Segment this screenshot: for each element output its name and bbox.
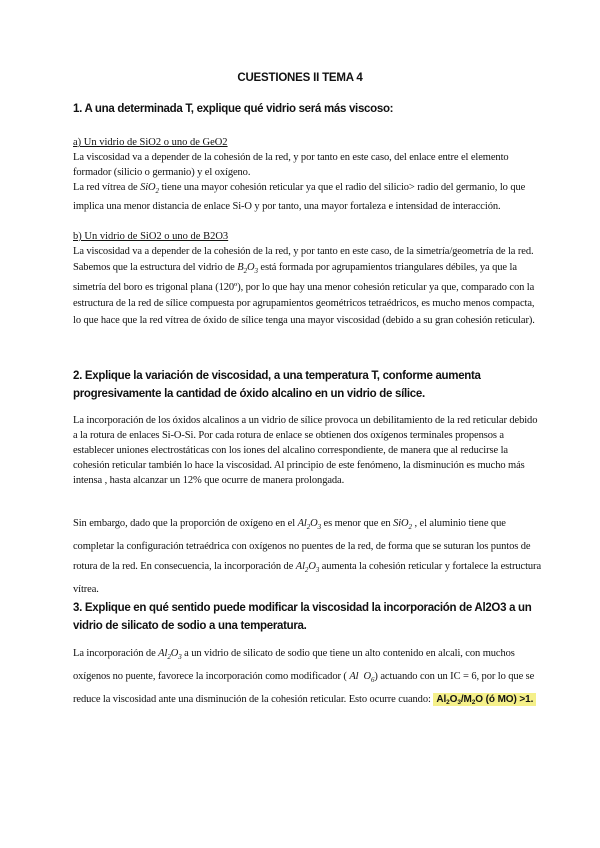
q1-option-a-label: a) Un vidrio de SiO2 o uno de GeO2 — [73, 137, 228, 148]
q1-option-a-text-1: La viscosidad va a depender de la cohesión de la red, y por tanto en este caso, del enlace entre el elemento formador (silicio o germanio) y el oxígeno. — [73, 152, 509, 178]
formula-al2o3: $Al_2O_3$ — [297, 518, 322, 531]
q2-paragraph-2: Sin embargo, dado que la proporción de oxígeno en el $Al_2O_3$ es menor que en SiO$_2$ , el aluminio tiene que completar la configuración tetraédrica con oxígenos no puentes de la red, de forma que se suturan los puntos de rotura de la red. En consecuencia, la incorporación de $Al_2O_3$ aumenta la cohesión reticular y fortalece la estructura vítrea. — [73, 518, 542, 595]
formula-al2o3: $Al_2O_3$ — [158, 648, 182, 661]
formula-sio2: SiO$_2$ — [140, 182, 159, 195]
q3-paragraph: La incorporación de $Al_2O_3$ a un vidrio de silicato de sodio que tiene un alto contenido en alcali, con muchos oxígenos no puente, favorece la incorporación como modificador ( Al $O_6$) actuando con un IC = 6, por lo que se reduce la viscosidad ante una disminución de la cohesión reticular. Esto ocurre cuando: $Al_2O_3/M_2O$ (ó MO) >1. — [73, 644, 543, 713]
question-1: 1. A una determinada T, explique qué vidrio será más viscoso: — [73, 103, 394, 115]
q1-option-a-text-2: La red vítrea de SiO$_2$ tiene una mayor cohesión reticular ya que el radio del silicio> radio del germanio, lo que implica una menor distancia de enlace Si-O y por tanto, una mayor fortaleza e intensidad de interacción. — [73, 182, 526, 212]
question-2: 2. Explique la variación de viscosidad, a una temperatura T, conforme aumenta progresivamente la cantidad de óxido alcalino en un vidrio de sílice. — [73, 370, 481, 400]
formula-al-o6: Al $O_6$ — [349, 671, 375, 684]
formula-sio2: SiO$_2$ — [393, 518, 412, 531]
q1-option-b-label: b) Un vidrio de SiO2 o uno de B2O3 — [73, 231, 229, 242]
q1-option-b-text: La viscosidad va a depender de la cohesión de la red, y por tanto en este caso, de la simetría/geometría de la red. Sabemos que la estructura del vidrio de $B_2O_3$ está formada por agrupamientos triangulares débiles, ya que la simetría del boro es trigonal plana (120º), por lo que hay una menor cohesión reticular ya que, comparado con la estructura de la red de sílice compuesta por agrupamientos geométricos tetraédricos, es mucho menos compacta, lo que hace que la red vítrea de óxido de sílice tenga una mayor viscosidad (debido a su gran cohesión reticular). — [73, 246, 535, 326]
q2-paragraph-1: La incorporación de los óxidos alcalinos a un vidrio de sílice provoca un debilitamiento de la red reticular debido a la rotura de enlaces Si-O-Si. Por cada rotura de enlace se obtienen dos oxígenos terminales propensos a establecer uniones electrostáticas con los iones del alcalino correspondiente, de manera que al reducirse la cohesión reticular también lo hace la viscosidad. Al principio de este fenómeno, la disminución es mucho más intensa , hasta alcanzar un 12% que ocurre de manera prolongada. — [73, 415, 538, 486]
document-title: CUESTIONES II TEMA 4 — [237, 72, 363, 84]
question-3: 3. Explique en qué sentido puede modificar la viscosidad la incorporación de Al2O3 a un vidrio de silicato de sodio a una temperatura. — [73, 602, 532, 632]
highlighted-condition: $Al_2O_3/M_2O$ (ó MO) >1. — [433, 693, 536, 706]
formula-b2o3: $B_2O_3$ — [237, 262, 258, 276]
formula-al2o3: $Al_2O_3$ — [295, 561, 320, 574]
